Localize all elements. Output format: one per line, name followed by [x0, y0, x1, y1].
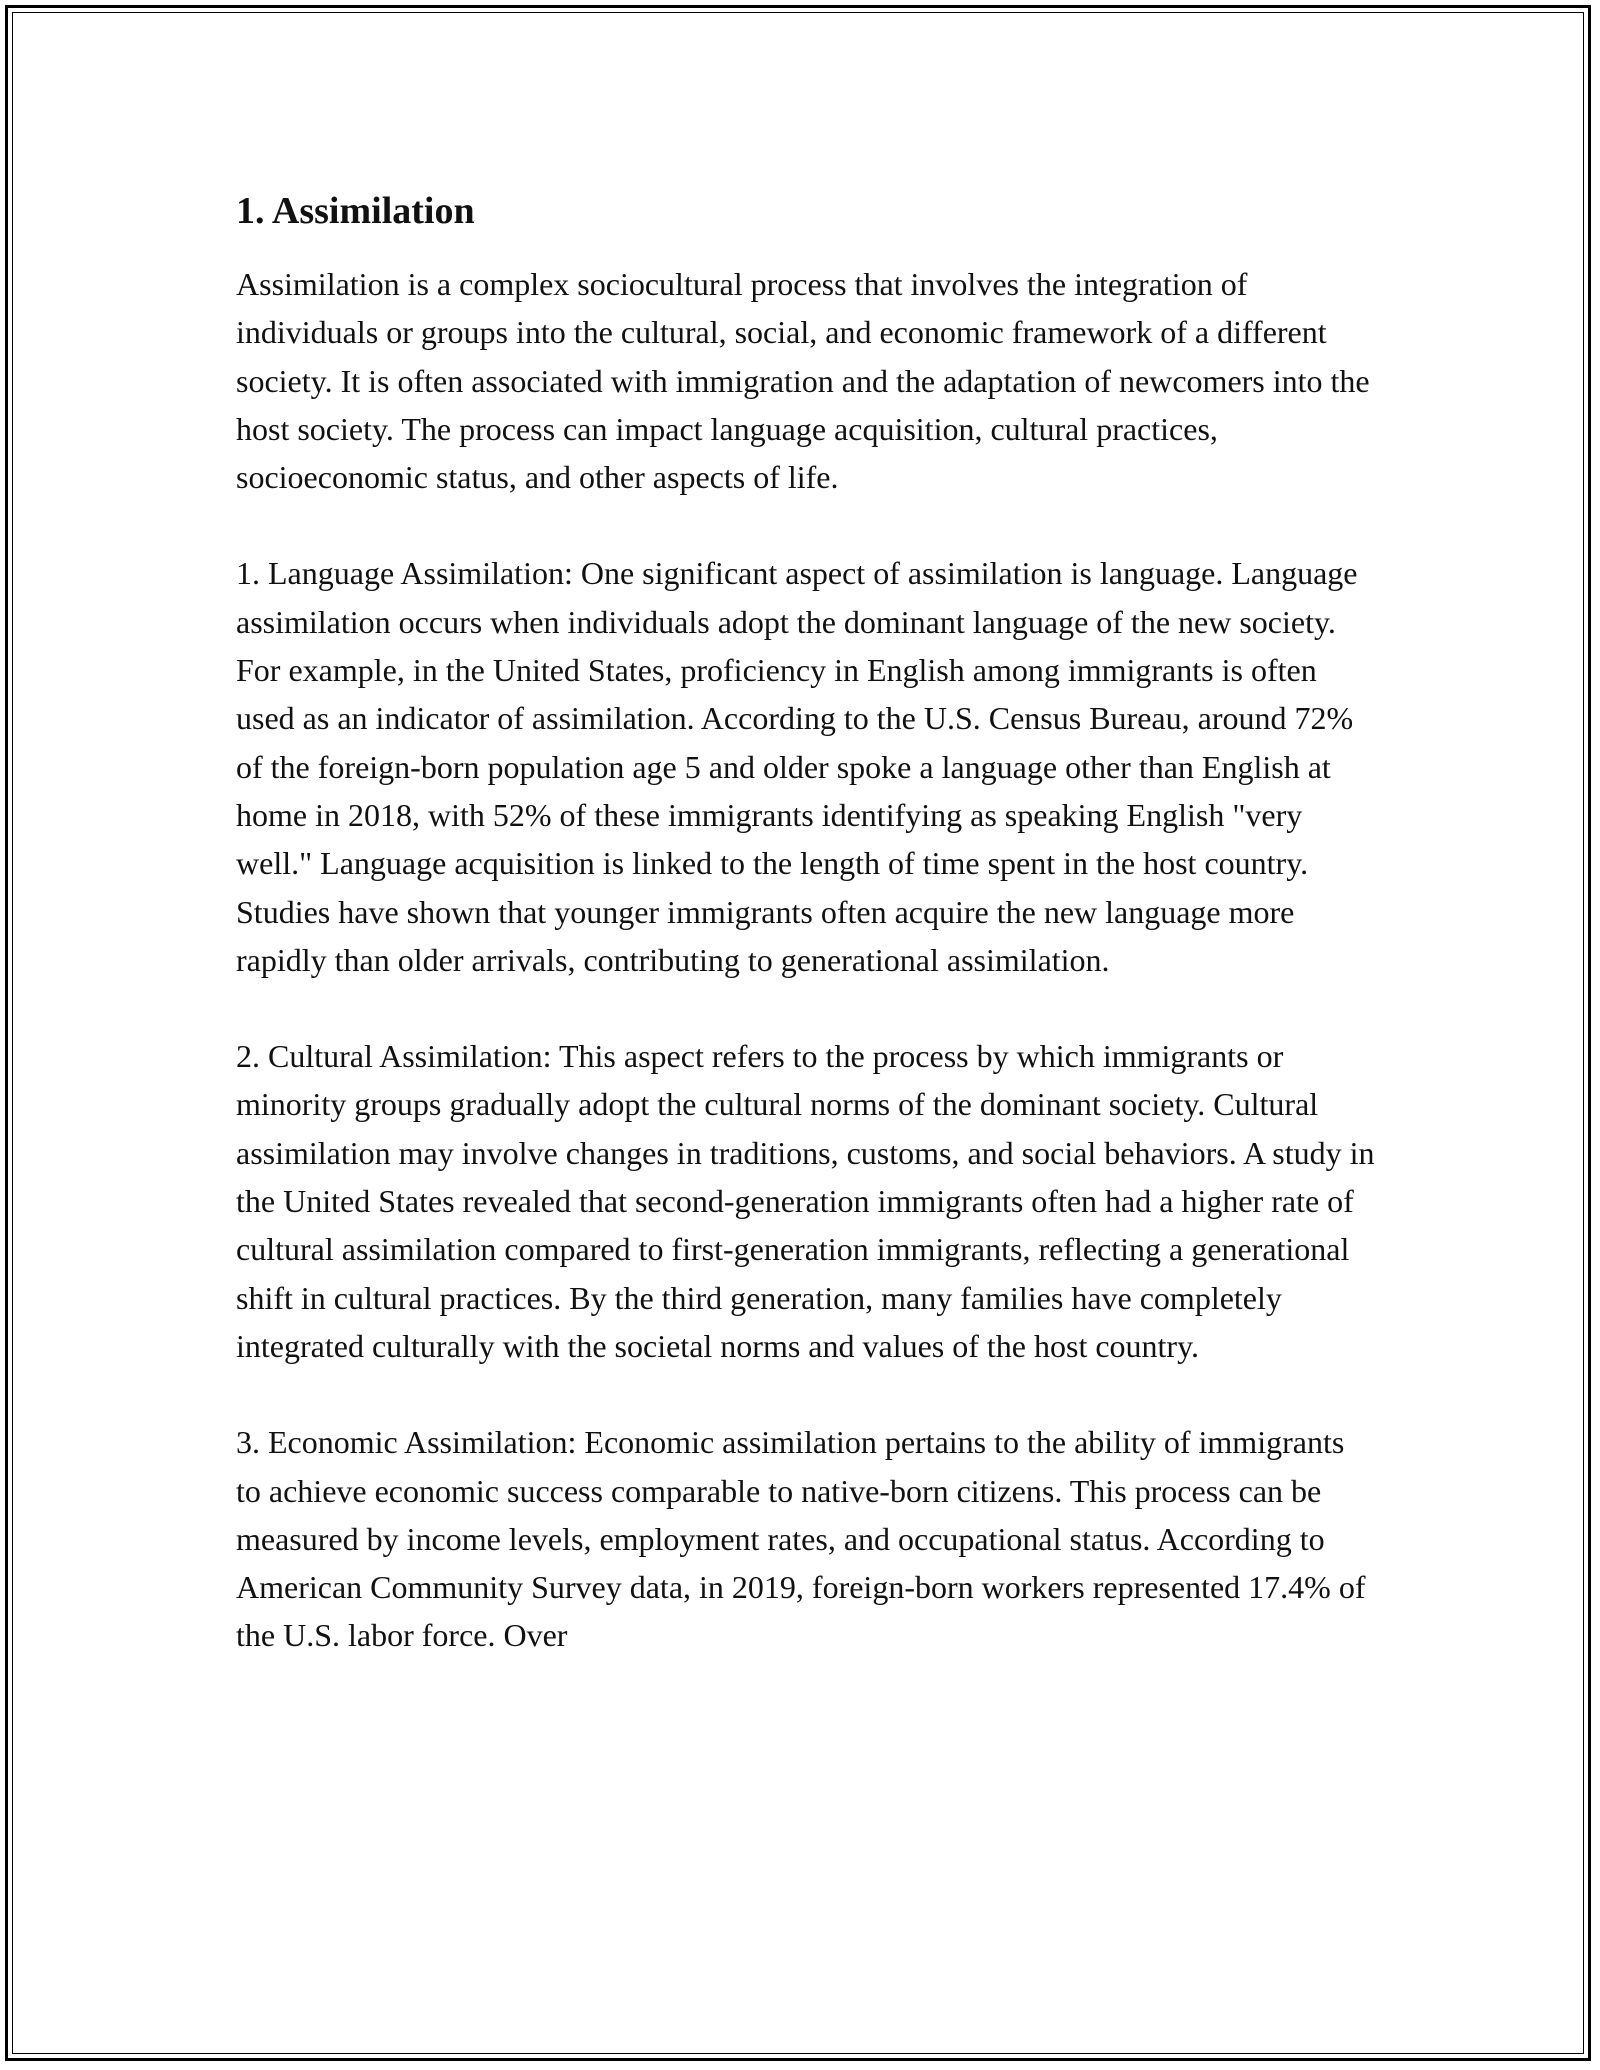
economic-assimilation-paragraph: 3. Economic Assimilation: Economic assimilation pertains to the ability of immigrants to achieve economic success comparable to native-born citizens. This process can be measured by income levels, employment rates, and occupational status. According to American Community Survey data, in 2019, foreign-born workers represented 17.4% of the U.S. labor force. Over [236, 1424, 1366, 1654]
language-assimilation-paragraph: 1. Language Assimilation: One significant aspect of assimilation is language. Language assimilation occurs when individuals adopt the dominant language of the new society. For example, in the United States, proficiency in English among immigrants is often used as an indicator of assimilation. According to the U.S. Census Bureau, around 72% of the foreign-born population age 5 and older spoke a language other than English at home in 2018, with 52% of these immigrants identifying as speaking English "very well." Language acquisition is linked to the length of time spent in the host country. Studies have shown that younger immigrants often acquire the new language more rapidly than older arrivals, contributing to generational assimilation. [236, 555, 1358, 978]
cultural-assimilation-paragraph: 2. Cultural Assimilation: This aspect refers to the process by which immigrants or minority groups gradually adopt the cultural norms of the dominant society. Cultural assimilation may involve changes in traditions, customs, and social behaviors. A study in the United States revealed that second-generation immigrants often had a higher rate of cultural assimilation compared to first-generation immigrants, reflecting a generational shift in cultural practices. By the third generation, many families have completely integrated culturally with the societal norms and values of the host country. [236, 1038, 1375, 1364]
intro-paragraph: Assimilation is a complex sociocultural process that involves the integration of individuals or groups into the cultural, social, and economic framework of a different society. It is often associated with immigration and the adaptation of newcomers into the host society. The process can impact language acquisition, cultural practices, socioeconomic status, and other aspects of life. [236, 266, 1370, 496]
section-heading: 1. Assimilation [236, 190, 475, 232]
document-body [236, 186, 1376, 1708]
